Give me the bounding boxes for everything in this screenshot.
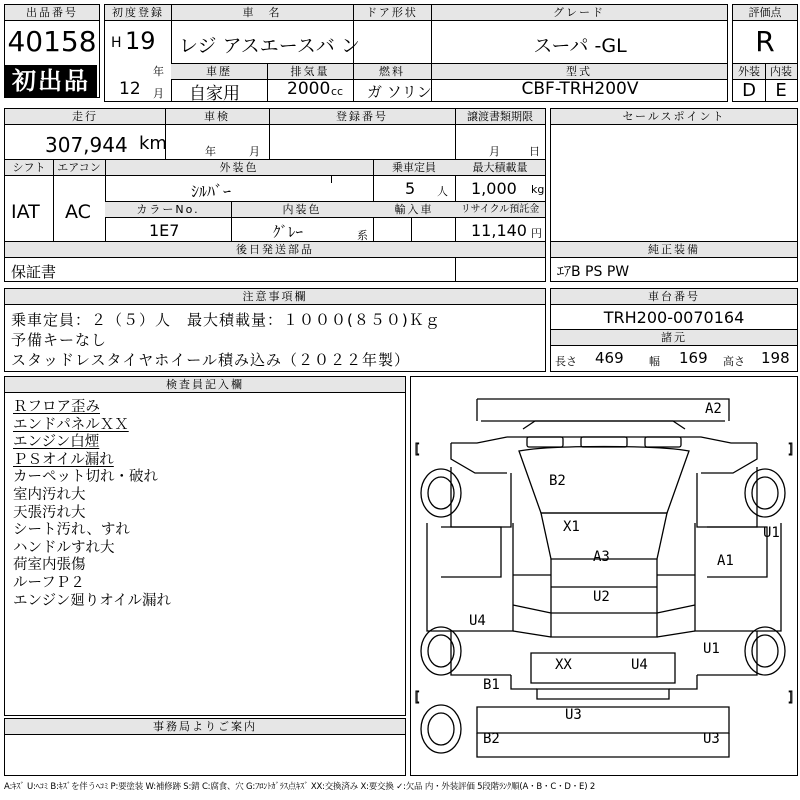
shift-label: シフト xyxy=(5,160,53,176)
displacement-unit: cc xyxy=(331,85,344,98)
inspector-item: エンジン廻りオイル漏れ xyxy=(13,592,172,609)
insp-month-unit: 月 xyxy=(249,145,260,158)
inspector-item: エンジン白煙 xyxy=(13,434,100,451)
damage-code: U3 xyxy=(703,731,720,747)
inspector-label: 検査員記入欄 xyxy=(5,377,405,393)
damage-code: X1 xyxy=(563,519,580,535)
vehicle-outline-diagram xyxy=(411,377,797,775)
inspector-item: エンドパネルＸＸ xyxy=(13,416,129,433)
mileage-unit: km xyxy=(139,133,167,154)
score-box xyxy=(732,4,798,102)
damage-code: B1 xyxy=(483,677,500,693)
lot-number: 40158 xyxy=(7,25,97,58)
length-label: 長さ xyxy=(555,355,577,368)
height-label: 高さ xyxy=(723,355,745,368)
first-reg-label: 初度登録 xyxy=(105,5,171,21)
damage-code: A2 xyxy=(705,401,722,417)
exterior-label: 外装 xyxy=(733,64,765,80)
inspector-item: ＰＳオイル漏れ xyxy=(13,451,114,468)
fuel-label: 燃料 xyxy=(353,64,431,80)
first-listing-badge: 初出品 xyxy=(5,65,97,97)
month-unit: 月 xyxy=(153,87,164,100)
later-parts-label: 後日発送部品 xyxy=(5,242,545,258)
history-value: 自家用 xyxy=(189,84,240,104)
name-label: 車 名 xyxy=(171,5,353,21)
sales-point-label: セールスポイント xyxy=(551,109,797,125)
shift-value: IAT xyxy=(11,201,40,223)
office-box xyxy=(4,718,406,776)
notes-label: 注意事項欄 xyxy=(5,289,545,305)
damage-code: U1 xyxy=(703,641,720,657)
first-reg-month: 12 xyxy=(119,79,141,99)
transfer-month-unit: 月 xyxy=(489,145,500,158)
inspection-label: 車検 xyxy=(165,109,269,125)
inspector-item: シート汚れ、すれ xyxy=(13,522,130,539)
mileage-value: 307,944 xyxy=(45,133,128,157)
note-line: スタッドレスタイヤホイール積み込み（２０２２年製） xyxy=(11,351,410,369)
capacity-unit: 人 xyxy=(437,185,448,198)
spec-grid xyxy=(4,108,546,282)
inspector-item: カーペット切れ・破れ xyxy=(13,469,158,486)
inspector-item: 室内汚れ大 xyxy=(13,487,86,503)
inspector-box xyxy=(4,376,406,716)
color-no-label: カラーNo. xyxy=(105,202,231,218)
inspector-item: Ｒフロア歪み xyxy=(13,399,100,415)
recycle-value: 11,140 xyxy=(471,221,527,240)
svg-text:]: ] xyxy=(787,690,795,705)
int-color-suffix: 系 xyxy=(357,229,368,242)
damage-code: A3 xyxy=(593,549,610,565)
damage-code: XX xyxy=(555,657,572,673)
inspector-item: ハンドルすれ大 xyxy=(13,539,115,556)
int-color-label: 内装色 xyxy=(231,202,373,218)
office-label: 事務局よりご案内 xyxy=(5,719,405,735)
length-value: 469 xyxy=(595,349,624,367)
damage-diagram xyxy=(410,376,798,776)
displacement-label: 排気量 xyxy=(267,64,353,80)
load-value: 1,000 xyxy=(471,179,517,198)
svg-text:[: [ xyxy=(413,442,421,457)
history-label: 車歴 xyxy=(171,64,267,80)
later-parts-value: 保証書 xyxy=(11,263,57,281)
header-section xyxy=(4,4,798,102)
interior-label: 内装 xyxy=(765,64,797,80)
insp-year-unit: 年 xyxy=(205,145,216,158)
score-value: R xyxy=(755,25,775,58)
ac-value: AC xyxy=(65,201,91,223)
door-label: ドア形状 xyxy=(353,5,431,21)
inspector-item: 天張汚れ大 xyxy=(13,504,86,521)
damage-code: U3 xyxy=(565,707,582,723)
ext-color-value: ｼﾙﾊﾞｰ xyxy=(191,182,232,201)
sales-point-box xyxy=(550,108,798,282)
genuine-label: 純正装備 xyxy=(551,242,797,258)
capacity-value: 5 xyxy=(405,179,416,198)
reg-label: 登録番号 xyxy=(269,109,455,125)
inspector-item: 荷室内張傷 xyxy=(13,557,86,574)
notes-box xyxy=(4,288,546,372)
grade-value: スーパ -GL xyxy=(533,35,627,57)
dims-label: 諸元 xyxy=(551,330,797,346)
capacity-label: 乗車定員 xyxy=(373,160,455,176)
damage-code: U4 xyxy=(469,613,486,629)
load-label: 最大積載量 xyxy=(455,160,545,176)
model-label: 型式 xyxy=(431,64,727,80)
damage-code: U4 xyxy=(631,657,648,673)
mileage-label: 走行 xyxy=(5,109,165,125)
chassis-box xyxy=(550,288,798,372)
note-line: 予備キーなし xyxy=(11,331,108,349)
model-value: CBF-TRH200V xyxy=(521,79,639,99)
exterior-score: D xyxy=(742,80,756,101)
era: H xyxy=(111,35,122,51)
damage-code: U1 xyxy=(763,525,780,541)
transfer-day-unit: 日 xyxy=(529,145,540,158)
width-label: 幅 xyxy=(649,355,660,368)
grade-label: グレード xyxy=(431,5,727,21)
import-label: 輸入車 xyxy=(373,202,455,218)
year-unit: 年 xyxy=(153,65,164,78)
ac-label: エアコン xyxy=(53,160,105,176)
damage-code: B2 xyxy=(483,731,500,747)
inspector-item: ルーフＰ２ xyxy=(13,575,85,591)
transfer-label: 譲渡書類期限 xyxy=(455,109,545,125)
first-reg-year: 19 xyxy=(125,27,156,55)
chassis-number: TRH200-0070164 xyxy=(603,308,745,327)
damage-code: B2 xyxy=(549,473,566,489)
color-no-value: 1E7 xyxy=(149,221,180,240)
top-grid xyxy=(104,4,728,102)
recycle-label: リサイクル預託金 xyxy=(455,202,545,218)
height-value: 198 xyxy=(761,349,790,367)
note-line: 乗車定員：２（５）人 最大積載量：１０００(８５０)Ｋｇ xyxy=(11,311,441,329)
lot-box xyxy=(4,4,100,98)
genuine-value: ｴｱB PS PW xyxy=(557,264,630,280)
chassis-label: 車台番号 xyxy=(551,289,797,305)
damage-code: U2 xyxy=(593,589,610,605)
svg-text:[: [ xyxy=(413,690,421,705)
ext-color-label: 外装色 xyxy=(105,160,373,176)
score-label: 評価点 xyxy=(733,5,797,21)
interior-score: E xyxy=(775,80,787,101)
width-value: 169 xyxy=(679,349,708,367)
car-name: レジ アスエースバ ン xyxy=(179,35,360,57)
int-color-value: ｸﾞﾚｰ xyxy=(273,223,304,241)
legend-text: A:ｷｽﾞ U:ﾍｺﾐ B:ｷｽﾞを伴うﾍｺﾐ P:要塗装 W:補修跡 S:錆 C:腐食、穴 G:ﾌﾛﾝﾄｶﾞﾗｽ点ｷｽﾞ XX:交換済み X:要交換 ✓:欠品 内・外装評価 5段階ﾗﾝｸ順(A・B・C・D・E) 2 xyxy=(4,782,596,792)
lot-label: 出品番号 xyxy=(5,5,99,21)
recycle-unit: 円 xyxy=(531,227,542,240)
load-unit: kg xyxy=(531,183,545,196)
damage-code: A1 xyxy=(717,553,734,569)
displacement-value: 2000 xyxy=(287,79,331,99)
fuel-value: ガ ソリン xyxy=(367,83,432,101)
svg-text:]: ] xyxy=(787,442,795,457)
